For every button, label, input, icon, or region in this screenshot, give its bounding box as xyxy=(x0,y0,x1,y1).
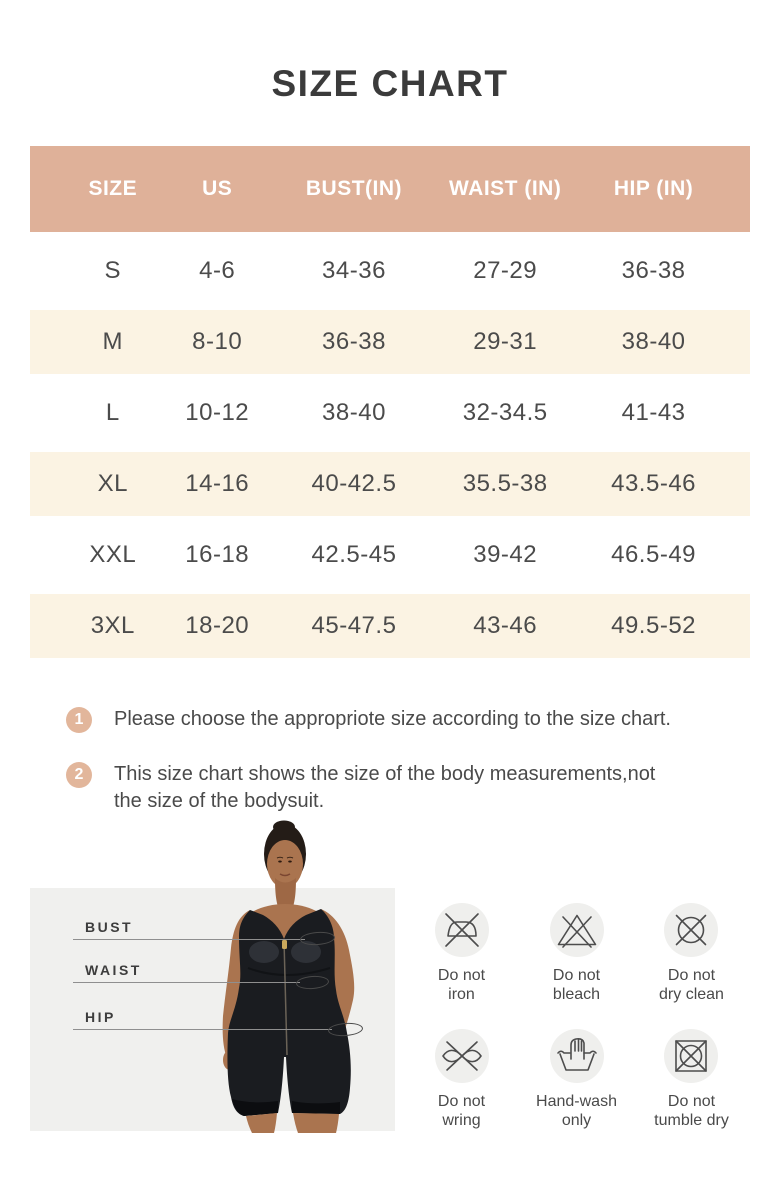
cell-hip: 46.5-49 xyxy=(611,541,697,568)
header-cell-waist: WAIST (IN) xyxy=(449,177,562,200)
table-row xyxy=(30,374,750,452)
bodysuit-model-photo xyxy=(192,820,392,1138)
care-label: Do not wring xyxy=(437,1093,486,1129)
cell-waist: 35.5-38 xyxy=(462,470,548,497)
header-cell-us: US xyxy=(202,177,233,200)
note-text: Please choose the appropriote size according to the size chart. xyxy=(114,708,671,730)
note-item xyxy=(66,761,679,815)
table-row xyxy=(30,516,750,594)
cell-us: 8-10 xyxy=(192,328,243,355)
waist-measure-line xyxy=(73,982,300,983)
care-label: Do not iron xyxy=(437,967,486,1003)
cell-us: 4-6 xyxy=(199,257,236,284)
cell-bust: 42.5-45 xyxy=(311,541,397,568)
cell-size: 3XL xyxy=(90,612,135,639)
cell-hip: 38-40 xyxy=(621,328,686,355)
cell-bust: 38-40 xyxy=(322,399,386,426)
table-row xyxy=(30,452,750,516)
cell-bust: 45-47.5 xyxy=(311,612,397,639)
care-item xyxy=(654,1029,729,1155)
waist-label: WAIST xyxy=(85,962,142,978)
note-number-badge: 1 xyxy=(66,707,92,733)
care-item xyxy=(659,903,724,1029)
cell-waist: 32-34.5 xyxy=(462,399,548,426)
note-text: This size chart shows the size of the body measurements,not the size of the bodysuit. xyxy=(114,763,656,812)
care-label: Do not bleach xyxy=(552,967,601,1003)
care-label: Do not dry clean xyxy=(659,967,724,1003)
care-item xyxy=(550,903,604,1029)
cell-size: M xyxy=(102,328,124,355)
table-row xyxy=(30,232,750,310)
cell-hip: 43.5-46 xyxy=(611,470,697,497)
care-instructions xyxy=(404,903,749,1155)
note-number-badge: 2 xyxy=(66,762,92,788)
cell-size: XXL xyxy=(89,541,137,568)
cell-bust: 34-36 xyxy=(322,257,386,284)
care-item xyxy=(435,903,489,1029)
cell-size: L xyxy=(105,399,120,426)
cell-waist: 43-46 xyxy=(473,612,538,639)
size-chart-table xyxy=(30,146,750,658)
cell-waist: 27-29 xyxy=(473,257,538,284)
care-item xyxy=(435,1029,489,1155)
cell-us: 14-16 xyxy=(185,470,250,497)
do-not-tumble-dry-icon xyxy=(664,1029,718,1083)
note-item xyxy=(66,706,671,733)
care-label: Hand-wash only xyxy=(536,1093,617,1129)
cell-bust: 40-42.5 xyxy=(311,470,397,497)
cell-waist: 39-42 xyxy=(473,541,538,568)
do-not-bleach-icon xyxy=(550,903,604,957)
cell-hip: 36-38 xyxy=(621,257,686,284)
cell-hip: 41-43 xyxy=(621,399,686,426)
cell-hip: 49.5-52 xyxy=(611,612,697,639)
header-cell-size: SIZE xyxy=(88,177,138,200)
hip-label: HIP xyxy=(85,1009,116,1025)
care-item xyxy=(536,1029,617,1155)
cell-bust: 36-38 xyxy=(322,328,386,355)
header-cell-bust: BUST(IN) xyxy=(305,177,403,200)
cell-size: S xyxy=(104,257,122,284)
cell-size: XL xyxy=(97,470,128,497)
cell-us: 18-20 xyxy=(185,612,250,639)
hip-measure-line xyxy=(73,1029,332,1030)
hand-wash-only-icon xyxy=(550,1029,604,1083)
cell-waist: 29-31 xyxy=(473,328,538,355)
do-not-dry-clean-icon xyxy=(664,903,718,957)
bust-label: BUST xyxy=(85,919,134,935)
do-not-wring-icon xyxy=(435,1029,489,1083)
header-cell-hip: HIP (IN) xyxy=(613,177,694,200)
care-label: Do not tumble dry xyxy=(654,1093,729,1129)
table-row xyxy=(30,594,750,658)
do-not-iron-icon xyxy=(435,903,489,957)
table-row xyxy=(30,310,750,374)
cell-us: 16-18 xyxy=(185,541,250,568)
table-header-row xyxy=(30,146,750,232)
bust-measure-line xyxy=(73,939,305,940)
page-title: SIZE CHART xyxy=(271,63,509,104)
cell-us: 10-12 xyxy=(185,399,250,426)
